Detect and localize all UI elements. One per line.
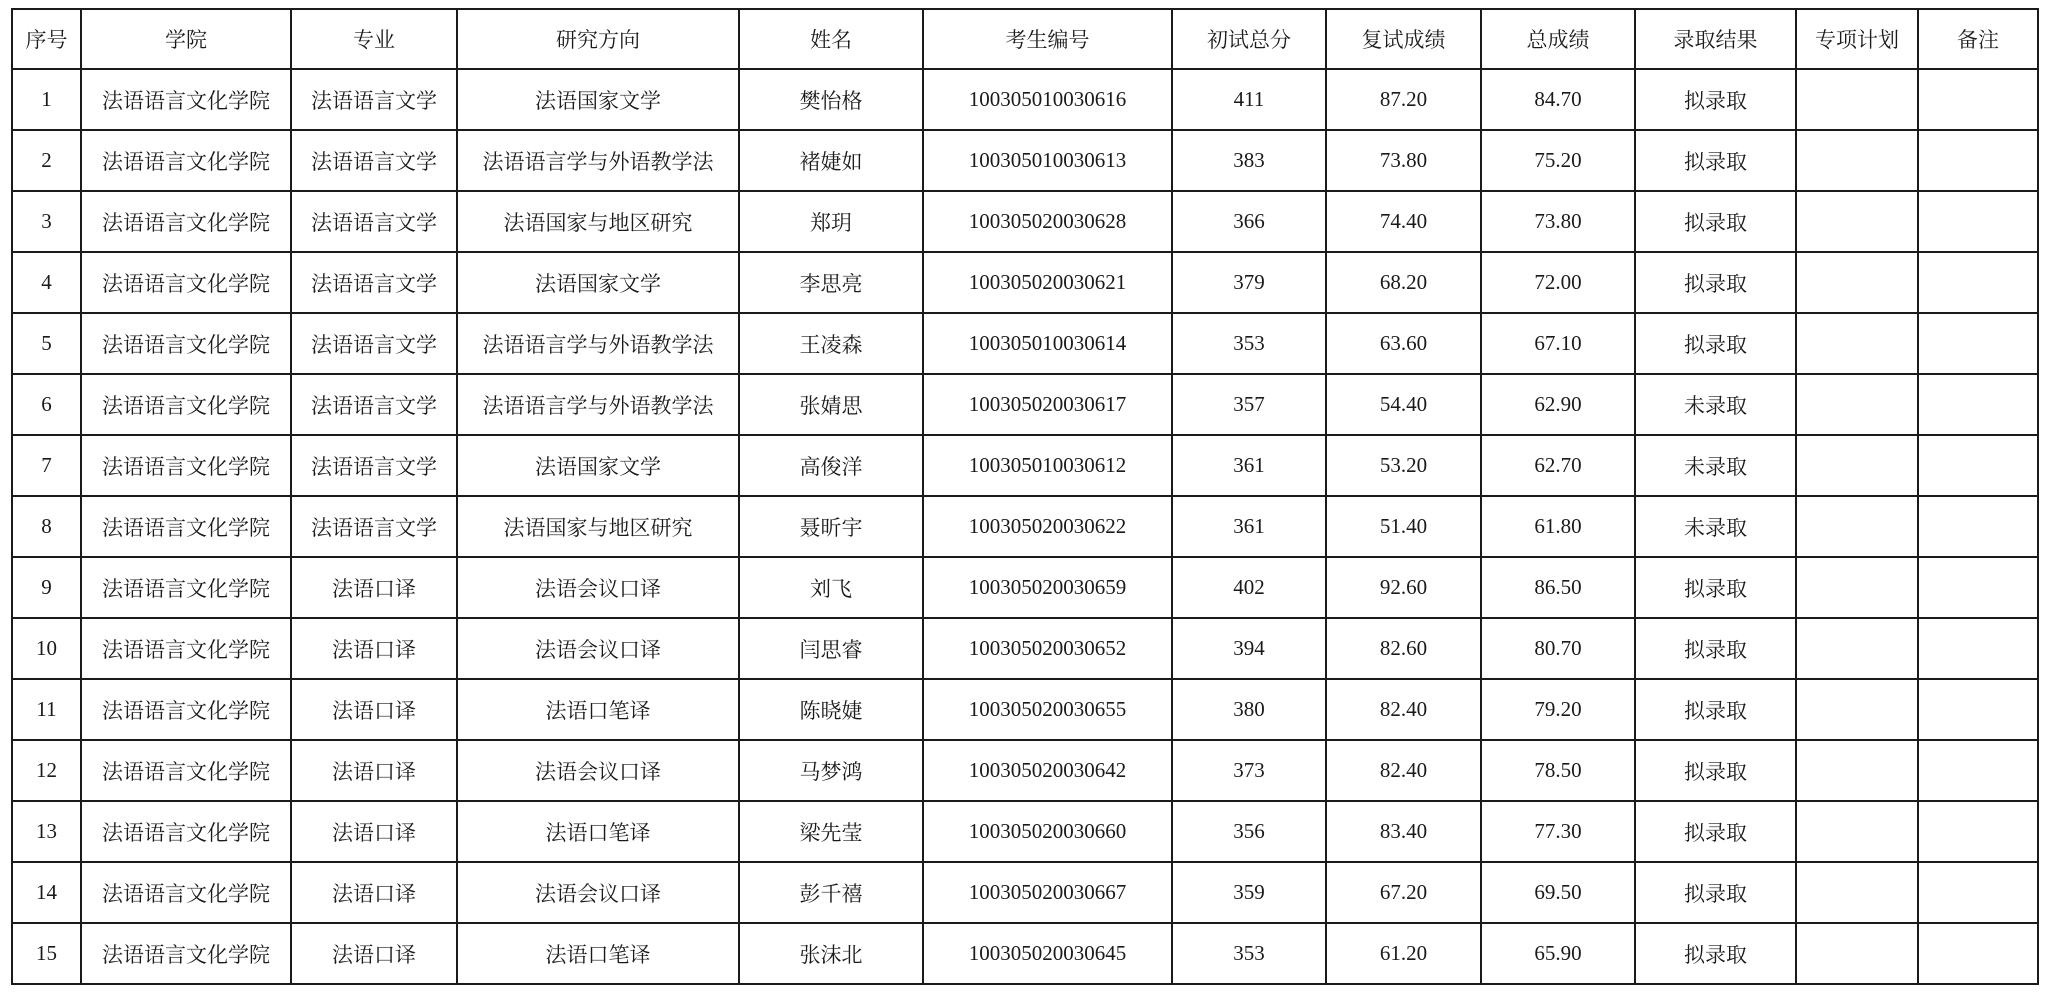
cell-special-plan [1796,923,1918,984]
cell-total-score: 69.50 [1481,862,1635,923]
header-remarks: 备注 [1918,9,2038,69]
cell-index: 14 [12,862,81,923]
cell-major: 法语语言文学 [291,496,457,557]
cell-name: 马梦鸿 [739,740,923,801]
cell-candidate-id: 100305020030652 [923,618,1172,679]
cell-name: 褚婕如 [739,130,923,191]
cell-major: 法语语言文学 [291,191,457,252]
table-row [12,862,2038,923]
cell-initial-score: 383 [1172,130,1326,191]
cell-major: 法语语言文学 [291,252,457,313]
cell-total-score: 80.70 [1481,618,1635,679]
header-admission-result: 录取结果 [1635,9,1796,69]
cell-research-direction: 法语口笔译 [457,679,739,740]
cell-school: 法语语言文化学院 [81,191,291,252]
cell-major: 法语口译 [291,557,457,618]
cell-major: 法语语言文学 [291,69,457,130]
cell-school: 法语语言文化学院 [81,435,291,496]
cell-candidate-id: 100305020030642 [923,740,1172,801]
cell-name: 李思亮 [739,252,923,313]
cell-major: 法语语言文学 [291,130,457,191]
cell-total-score: 62.90 [1481,374,1635,435]
cell-name: 聂昕宇 [739,496,923,557]
cell-retest-score: 74.40 [1326,191,1481,252]
admission-table-container [11,8,2039,985]
cell-school: 法语语言文化学院 [81,679,291,740]
cell-remarks [1918,679,2038,740]
cell-retest-score: 87.20 [1326,69,1481,130]
cell-index: 4 [12,252,81,313]
cell-special-plan [1796,618,1918,679]
cell-index: 9 [12,557,81,618]
cell-index: 6 [12,374,81,435]
cell-school: 法语语言文化学院 [81,69,291,130]
cell-remarks [1918,130,2038,191]
cell-admission-result: 拟录取 [1635,618,1796,679]
cell-research-direction: 法语会议口译 [457,557,739,618]
cell-admission-result: 拟录取 [1635,923,1796,984]
cell-school: 法语语言文化学院 [81,618,291,679]
cell-initial-score: 411 [1172,69,1326,130]
cell-initial-score: 359 [1172,862,1326,923]
cell-school: 法语语言文化学院 [81,496,291,557]
header-initial-score: 初试总分 [1172,9,1326,69]
cell-total-score: 84.70 [1481,69,1635,130]
cell-index: 15 [12,923,81,984]
header-special-plan: 专项计划 [1796,9,1918,69]
cell-retest-score: 63.60 [1326,313,1481,374]
cell-candidate-id: 100305020030645 [923,923,1172,984]
cell-initial-score: 356 [1172,801,1326,862]
cell-remarks [1918,557,2038,618]
cell-candidate-id: 100305010030614 [923,313,1172,374]
cell-research-direction: 法语语言学与外语教学法 [457,374,739,435]
table-row [12,69,2038,130]
cell-admission-result: 拟录取 [1635,191,1796,252]
cell-admission-result: 未录取 [1635,374,1796,435]
cell-research-direction: 法语国家与地区研究 [457,496,739,557]
cell-research-direction: 法语语言学与外语教学法 [457,313,739,374]
table-row [12,618,2038,679]
cell-school: 法语语言文化学院 [81,130,291,191]
cell-name: 梁先莹 [739,801,923,862]
cell-major: 法语口译 [291,801,457,862]
table-body [12,69,2038,984]
cell-initial-score: 353 [1172,923,1326,984]
cell-name: 张婧思 [739,374,923,435]
cell-admission-result: 拟录取 [1635,862,1796,923]
table-row [12,923,2038,984]
cell-school: 法语语言文化学院 [81,252,291,313]
cell-special-plan [1796,252,1918,313]
cell-research-direction: 法语口笔译 [457,923,739,984]
header-name: 姓名 [739,9,923,69]
cell-special-plan [1796,557,1918,618]
cell-remarks [1918,740,2038,801]
cell-candidate-id: 100305010030613 [923,130,1172,191]
cell-initial-score: 402 [1172,557,1326,618]
cell-name: 闫思睿 [739,618,923,679]
cell-initial-score: 366 [1172,191,1326,252]
cell-initial-score: 361 [1172,496,1326,557]
cell-special-plan [1796,313,1918,374]
cell-candidate-id: 100305020030622 [923,496,1172,557]
cell-retest-score: 51.40 [1326,496,1481,557]
cell-retest-score: 54.40 [1326,374,1481,435]
header-index: 序号 [12,9,81,69]
cell-special-plan [1796,862,1918,923]
cell-total-score: 73.80 [1481,191,1635,252]
cell-retest-score: 53.20 [1326,435,1481,496]
cell-admission-result: 拟录取 [1635,69,1796,130]
cell-candidate-id: 100305010030612 [923,435,1172,496]
cell-total-score: 62.70 [1481,435,1635,496]
cell-index: 8 [12,496,81,557]
cell-remarks [1918,313,2038,374]
cell-school: 法语语言文化学院 [81,557,291,618]
cell-special-plan [1796,374,1918,435]
cell-name: 陈晓婕 [739,679,923,740]
table-header [12,9,2038,69]
header-retest-score: 复试成绩 [1326,9,1481,69]
cell-admission-result: 拟录取 [1635,130,1796,191]
header-research-direction: 研究方向 [457,9,739,69]
cell-major: 法语语言文学 [291,435,457,496]
cell-admission-result: 拟录取 [1635,801,1796,862]
cell-major: 法语口译 [291,679,457,740]
cell-initial-score: 361 [1172,435,1326,496]
header-candidate-id: 考生编号 [923,9,1172,69]
cell-admission-result: 拟录取 [1635,557,1796,618]
cell-candidate-id: 100305020030655 [923,679,1172,740]
cell-index: 5 [12,313,81,374]
cell-remarks [1918,496,2038,557]
cell-retest-score: 67.20 [1326,862,1481,923]
cell-total-score: 67.10 [1481,313,1635,374]
table-row [12,313,2038,374]
cell-total-score: 79.20 [1481,679,1635,740]
cell-special-plan [1796,679,1918,740]
cell-remarks [1918,862,2038,923]
cell-index: 10 [12,618,81,679]
cell-special-plan [1796,435,1918,496]
cell-remarks [1918,191,2038,252]
table-row [12,496,2038,557]
cell-admission-result: 未录取 [1635,435,1796,496]
cell-admission-result: 拟录取 [1635,252,1796,313]
cell-initial-score: 353 [1172,313,1326,374]
table-row [12,374,2038,435]
cell-research-direction: 法语语言学与外语教学法 [457,130,739,191]
cell-remarks [1918,252,2038,313]
cell-remarks [1918,69,2038,130]
cell-name: 刘飞 [739,557,923,618]
cell-candidate-id: 100305020030660 [923,801,1172,862]
cell-retest-score: 68.20 [1326,252,1481,313]
cell-retest-score: 82.40 [1326,740,1481,801]
cell-total-score: 78.50 [1481,740,1635,801]
cell-total-score: 61.80 [1481,496,1635,557]
cell-research-direction: 法语国家文学 [457,69,739,130]
cell-special-plan [1796,191,1918,252]
cell-total-score: 75.20 [1481,130,1635,191]
cell-index: 1 [12,69,81,130]
cell-initial-score: 380 [1172,679,1326,740]
cell-initial-score: 379 [1172,252,1326,313]
cell-retest-score: 82.60 [1326,618,1481,679]
table-row [12,740,2038,801]
cell-remarks [1918,374,2038,435]
header-major: 专业 [291,9,457,69]
cell-research-direction: 法语国家文学 [457,435,739,496]
cell-index: 13 [12,801,81,862]
cell-research-direction: 法语会议口译 [457,618,739,679]
cell-name: 彭千禧 [739,862,923,923]
cell-name: 郑玥 [739,191,923,252]
cell-retest-score: 83.40 [1326,801,1481,862]
cell-remarks [1918,923,2038,984]
cell-name: 王凌森 [739,313,923,374]
cell-major: 法语口译 [291,862,457,923]
cell-name: 张沫北 [739,923,923,984]
cell-school: 法语语言文化学院 [81,923,291,984]
cell-school: 法语语言文化学院 [81,374,291,435]
cell-retest-score: 61.20 [1326,923,1481,984]
cell-special-plan [1796,740,1918,801]
cell-candidate-id: 100305020030617 [923,374,1172,435]
cell-special-plan [1796,130,1918,191]
cell-admission-result: 拟录取 [1635,679,1796,740]
cell-remarks [1918,618,2038,679]
cell-candidate-id: 100305020030621 [923,252,1172,313]
cell-index: 7 [12,435,81,496]
cell-school: 法语语言文化学院 [81,862,291,923]
header-total-score: 总成绩 [1481,9,1635,69]
cell-major: 法语语言文学 [291,313,457,374]
cell-total-score: 86.50 [1481,557,1635,618]
cell-special-plan [1796,801,1918,862]
cell-retest-score: 92.60 [1326,557,1481,618]
table-row [12,801,2038,862]
cell-retest-score: 73.80 [1326,130,1481,191]
cell-initial-score: 394 [1172,618,1326,679]
cell-major: 法语口译 [291,740,457,801]
cell-special-plan [1796,496,1918,557]
cell-admission-result: 未录取 [1635,496,1796,557]
table-row [12,130,2038,191]
cell-total-score: 77.30 [1481,801,1635,862]
cell-initial-score: 357 [1172,374,1326,435]
cell-index: 3 [12,191,81,252]
cell-total-score: 65.90 [1481,923,1635,984]
cell-research-direction: 法语口笔译 [457,801,739,862]
table-row [12,557,2038,618]
cell-school: 法语语言文化学院 [81,740,291,801]
cell-name: 樊怡格 [739,69,923,130]
cell-candidate-id: 100305020030628 [923,191,1172,252]
cell-remarks [1918,801,2038,862]
admission-results-table [11,8,2039,985]
cell-index: 2 [12,130,81,191]
cell-retest-score: 82.40 [1326,679,1481,740]
cell-admission-result: 拟录取 [1635,740,1796,801]
cell-special-plan [1796,69,1918,130]
cell-research-direction: 法语国家文学 [457,252,739,313]
cell-research-direction: 法语会议口译 [457,740,739,801]
cell-name: 高俊洋 [739,435,923,496]
cell-remarks [1918,435,2038,496]
cell-initial-score: 373 [1172,740,1326,801]
cell-school: 法语语言文化学院 [81,801,291,862]
cell-research-direction: 法语国家与地区研究 [457,191,739,252]
table-row [12,191,2038,252]
cell-candidate-id: 100305010030616 [923,69,1172,130]
cell-major: 法语口译 [291,923,457,984]
cell-major: 法语语言文学 [291,374,457,435]
cell-candidate-id: 100305020030667 [923,862,1172,923]
table-row [12,252,2038,313]
cell-school: 法语语言文化学院 [81,313,291,374]
cell-index: 12 [12,740,81,801]
cell-candidate-id: 100305020030659 [923,557,1172,618]
header-school: 学院 [81,9,291,69]
cell-admission-result: 拟录取 [1635,313,1796,374]
cell-total-score: 72.00 [1481,252,1635,313]
table-row [12,679,2038,740]
cell-major: 法语口译 [291,618,457,679]
header-row [12,9,2038,69]
cell-research-direction: 法语会议口译 [457,862,739,923]
table-row [12,435,2038,496]
cell-index: 11 [12,679,81,740]
